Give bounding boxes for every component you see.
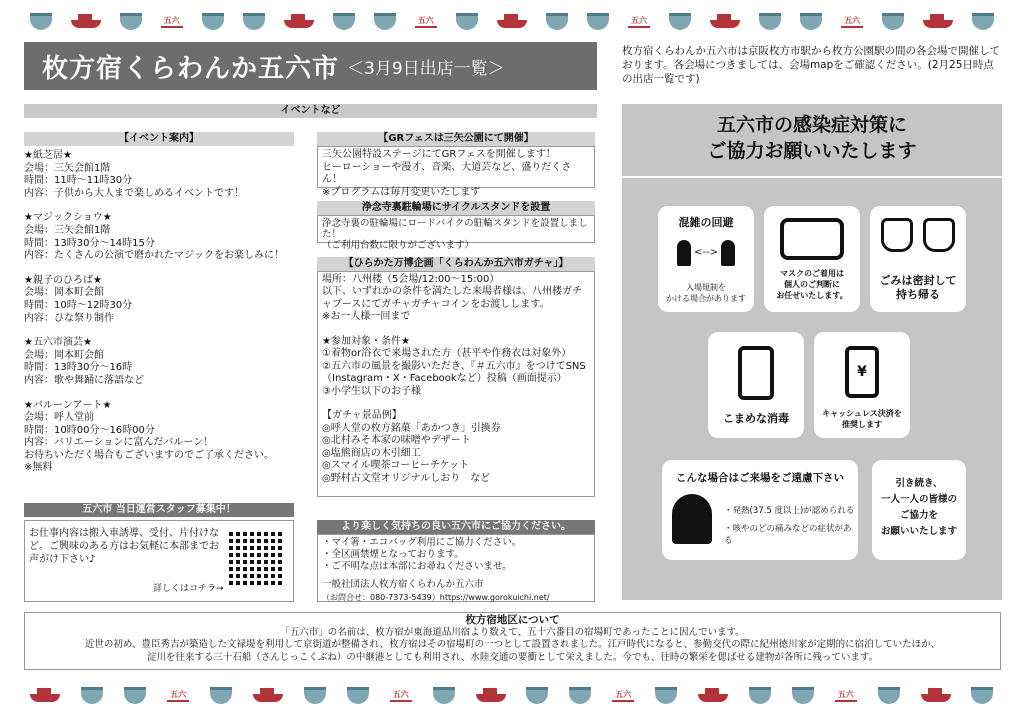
staff-body: お仕事内容は搬入車誘導、受付、片付けなど。ご興味のある方はお気軽に本部までお声がけ下さい♪: [29, 528, 219, 565]
events-section-title: イベントなど: [24, 104, 597, 118]
warning-item: ・発熱(37.5 度以上)が認められる: [724, 506, 855, 516]
sick-person-icon: [672, 494, 712, 544]
stamp-mark: 五六: [835, 689, 857, 702]
cooperate-header: より楽しく気持ちの良い五六市にご協力ください。: [317, 520, 595, 534]
qr-code-icon[interactable]: [229, 529, 285, 585]
card-cashless: [814, 332, 910, 438]
decorative-band-top: [0, 8, 1024, 34]
bowl-icon: [526, 687, 548, 704]
bowl-icon: [81, 687, 103, 704]
boat-icon: [710, 20, 740, 28]
sanitizer-icon: [738, 346, 774, 400]
district-box: [24, 612, 1001, 670]
bowl-icon: [569, 687, 591, 704]
bowl-icon: [304, 687, 326, 704]
events-header: 【イベント案内】: [24, 132, 294, 146]
mask-icon: [780, 218, 844, 260]
garbage-bag-icon: [881, 218, 913, 252]
bowl-icon: [669, 13, 691, 30]
bowl-icon: [971, 687, 993, 704]
gr-body: 三矢公園特設ステージにてGRフェスを開催します！ ヒーローショーや漫才、音楽、大道芸など、盛りだくさん！ ※プログラムは毎月変更いたします: [317, 146, 595, 188]
bowl-icon: [882, 13, 904, 30]
warning-item: ・咳やのどの痛みなどの症状がある: [724, 524, 852, 546]
event-item: ★紙芝居★ 会場：三矢会館1階 時間：11時～11時30分 内容：子供から大人まで楽しめるイベントです！: [24, 150, 244, 199]
card-sanitize: [708, 332, 804, 438]
bowl-icon: [759, 13, 781, 30]
card-crowd-note: 入場規制を かける場合があります: [666, 283, 746, 303]
warning-title: こんな場合はご来場をご遠慮下さい: [676, 472, 844, 484]
bowl-icon: [210, 687, 232, 704]
cycle-body: 浄念寺裏の駐輪場にロードバイクの駐輪スタンドを設置しました！ （ご利用台数に限りがございます）: [317, 215, 595, 243]
bowl-icon: [243, 13, 265, 30]
bowl-icon: [972, 13, 994, 30]
boat-icon: [497, 20, 527, 28]
boat-icon: [284, 20, 314, 28]
cooperate-body: ・マイ箸・エコバッグ利用にご協力ください。 ・全区画禁煙となっております。 ・ご不明な点は本部にお尋ねくださいませ。: [322, 537, 522, 572]
closing-text: 引き続き、 一人一人の皆様の ご協力を お願いいたします: [880, 478, 957, 537]
boat-icon: [476, 694, 506, 702]
gacha-body: 場所：八州楼（5会場/12:00～15:00） 以下、いずれかの条件を満たした来場者様は、八州楼ガチャブースにてガチャガチャコインをお渡しします。 ※お一人様一回まで ★参加対象・条件★ ①着物or浴衣で来場された方（甚平や作務衣は対象外） ②五六市の風景を撮影いただき、『＃五六市』をつけてSNS（Instagram・X・Facebookなど）投稿（画面提示） ③小学生以下のお子様 【ガチャ景品例】 ◎呼人堂の枚方銘菓「あかつき」引換券 ◎北村みそ本家の味噌やデザート ◎塩熊商店の木引細工 ◎スマイル喫茶コーヒーチケット ◎野村古文堂オリジナルしおり など: [317, 271, 595, 497]
card-mask-title: マスクのご着用は 個人のご判断に お任せいたします。: [776, 269, 848, 300]
bowl-icon: [587, 13, 609, 30]
district-line: 「五六市」の名前は、枚方宿が東海道品川宿より数えて、五十六番目の宿場町であったことに因んでいます。: [280, 626, 745, 638]
stamp-mark: 五六: [390, 689, 412, 702]
infection-panel: [622, 104, 1002, 600]
event-item: ★マジックショウ★ 会場：三矢会館1階 時間：13時30分～14時15分 内容：たくさんの公演で磨かれたマジックをお楽しみに！: [24, 212, 284, 262]
page-subtitle: ＜3月9日出店一覧＞: [347, 58, 505, 79]
closing-card: [872, 460, 966, 560]
card-garbage-title: ごみは密封して 持ち帰る: [879, 274, 957, 301]
gr-header: 【GRフェスは三矢公園にて開催】: [317, 132, 595, 146]
bowl-icon: [456, 13, 478, 30]
event-item: ★五六市演芸★ 会場：岡本町会館 時間：13時30分～16時 内容：歌や舞踊に落語など: [24, 337, 144, 386]
bowl-icon: [433, 687, 455, 704]
page-title-bar: [24, 42, 597, 90]
bowl-icon: [30, 13, 52, 30]
bowl-icon: [124, 687, 146, 704]
bowl-icon: [878, 687, 900, 704]
stamp-mark: 五六: [841, 15, 863, 28]
bowl-icon: [202, 13, 224, 30]
page-title: 枚方宿くらわんか五六市: [42, 53, 340, 84]
crowd-icon: <-->: [658, 240, 754, 270]
event-item: ★バルーンアート★ 会場：呼人堂前 時間：10時00分～16時00分 内容：バリエーションに富んだバルーン！ お待ちいただく場合もございますのでご了承ください。 ※無料: [24, 399, 274, 474]
stamp-mark: 五六: [167, 689, 189, 702]
garbage-bag-icon: [923, 218, 955, 252]
stamp-mark: 五六: [628, 15, 650, 28]
cycle-header: 浄念寺裏駐輪場にサイクルスタンドを設置: [317, 201, 595, 215]
boat-icon: [923, 20, 953, 28]
staff-section: [24, 503, 294, 517]
bowl-icon: [333, 13, 355, 30]
staff-box: [24, 520, 294, 602]
bowl-icon: [374, 13, 396, 30]
district-title: 枚方宿地区について: [465, 614, 560, 626]
cooperate-org: 一般社団法人枚方宿くらわんか五六市: [322, 579, 484, 590]
cooperate-box: [317, 534, 595, 602]
boat-icon: [71, 20, 101, 28]
stamp-mark: 五六: [161, 15, 183, 28]
cooperate-contact[interactable]: （お問合せ：080-7373-5439）https://www.gorokuichi.net/: [322, 592, 550, 602]
phone-payment-icon: ¥: [845, 346, 879, 398]
warning-card: [662, 460, 858, 560]
bowl-icon: [655, 687, 677, 704]
staff-header: 五六市 当日運営スタッフ募集中！: [24, 503, 294, 517]
intro-text: 枚方宿くらわんか五六市は京阪枚方市駅から枚方公園駅の間の各会場で開催しております。各会場につきましては、会場mapをご確認ください。(2月25日時点の出店一覧です): [622, 45, 1000, 85]
bowl-icon: [546, 13, 568, 30]
stamp-mark: 五六: [415, 15, 437, 28]
bowl-icon: [792, 687, 814, 704]
card-crowd-title: 混雑の回避: [678, 216, 734, 229]
card-cashless-title: キャッシュレス決済を 推奨します: [822, 409, 902, 429]
infection-title: 五六市の感染症対策に ご協力お願いいたします: [707, 114, 917, 162]
events-column: [24, 132, 294, 475]
stamp-mark: 五六: [612, 689, 634, 702]
staff-link[interactable]: 詳しくはコチラ→: [153, 584, 224, 594]
gacha-header: 【ひらかた万博企画「くらわんか五六市ガチャ」】: [317, 257, 595, 271]
boat-icon: [921, 694, 951, 702]
boat-icon: [30, 694, 60, 702]
card-garbage: [870, 206, 966, 312]
divider: [622, 176, 1002, 178]
bowl-icon: [120, 13, 142, 30]
bowl-icon: [749, 687, 771, 704]
district-line: 淀川を往来する三十石船（さんじっこくぶね）の中継港としても利用され、水陸交通の要衝として栄えました。今でも、往時の繁栄を偲ばせる建物が各所に残っています。: [146, 651, 879, 663]
boat-icon: [698, 694, 728, 702]
bowl-icon: [800, 13, 822, 30]
event-item: ★親子のひろば★ 会場：岡本町会館 時間：10時～12時30分 内容：ひな祭り制作: [24, 274, 133, 324]
district-line: 近世の初め、豊臣秀吉が築造した文禄堤を利用して京街道が整備され、枚方宿はその宿場町の一つとして設置されました。江戸時代になると、参勤交代の際に紀州徳川家が定期的に宿泊していたほか、: [84, 639, 941, 650]
decorative-band-bottom: [0, 682, 1024, 708]
bowl-icon: [347, 687, 369, 704]
card-sanitize-title: こまめな消毒: [723, 412, 789, 425]
boat-icon: [253, 694, 283, 702]
card-mask: [764, 206, 860, 312]
card-crowd: [658, 206, 754, 312]
